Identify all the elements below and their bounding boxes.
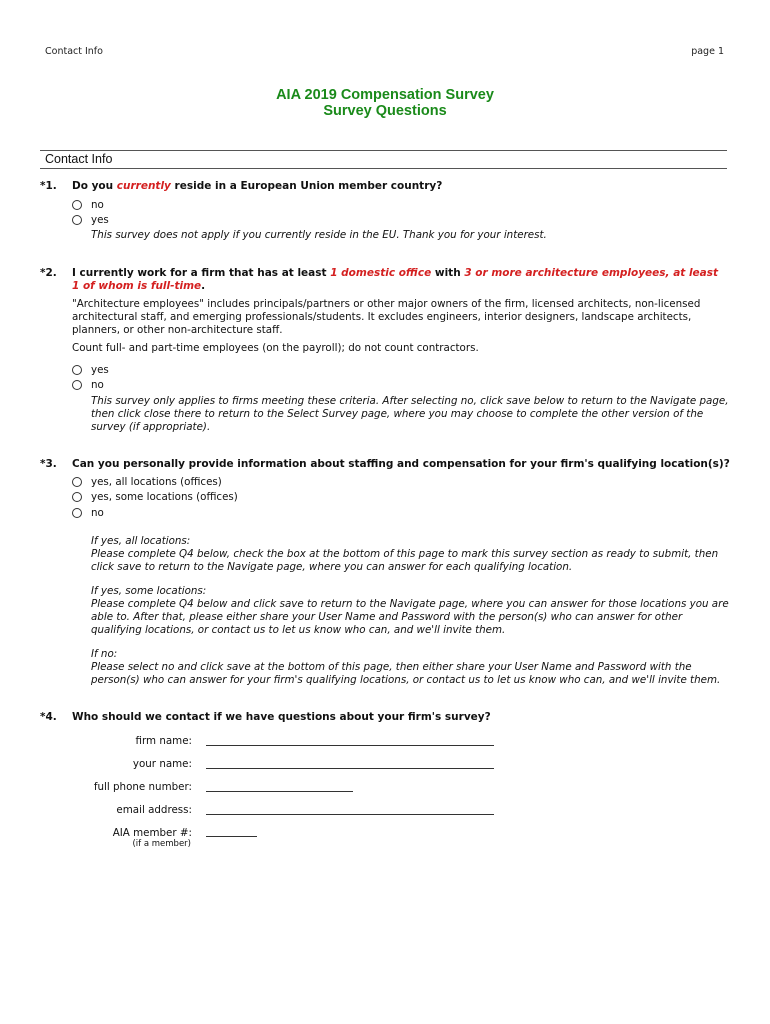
q1-note: This survey does not apply if you currently reside in the EU. Thank you for your interest. [91, 229, 547, 241]
page-number: page 1 [691, 46, 724, 57]
q1-number: *1. [40, 180, 57, 192]
q1-text [72, 180, 442, 193]
q3-option-all-label: yes, all locations (offices) [91, 476, 222, 488]
radio-icon[interactable] [72, 380, 82, 390]
q1-option-no-label: no [91, 199, 104, 211]
survey-title: AIA 2019 Compensation Survey [276, 87, 494, 103]
q4-number: *4. [40, 711, 57, 723]
aia-member-field[interactable] [206, 836, 257, 837]
q3-note-no-title: If no: [91, 648, 118, 660]
firm-name-label: firm name: [135, 735, 192, 747]
phone-field[interactable] [206, 791, 353, 792]
q2-option-yes-label: yes [91, 364, 109, 376]
q2-text-emphasis-2: 3 or more architecture employees, at least 1 of whom is full-time [72, 267, 719, 292]
q3-option-all[interactable] [72, 476, 222, 488]
section-header [40, 150, 727, 169]
q3-note-all-title: If yes, all locations: [91, 535, 191, 547]
radio-icon[interactable] [72, 200, 82, 210]
q2-text-emphasis-1: 1 domestic office [330, 267, 432, 279]
q1-option-no[interactable] [72, 199, 104, 211]
q3-option-some-label: yes, some locations (offices) [91, 491, 238, 503]
radio-icon[interactable] [72, 492, 82, 502]
q1-option-yes-label: yes [91, 214, 109, 226]
aia-member-label: AIA member #: [112, 827, 192, 839]
radio-icon[interactable] [72, 508, 82, 518]
q2-text [72, 267, 727, 293]
q2-option-yes[interactable] [72, 364, 109, 376]
your-name-field[interactable] [206, 768, 494, 769]
q3-note-some-body: Please complete Q4 below and click save to return to the Navigate page, where you can answer for those locations you are able to. After that, please either share your User Name and Password with the person(s) who can answer for other qualifying locations, or contact us to let us know who can, and we'll invite them. [91, 598, 729, 636]
q3-note-all-body: Please complete Q4 below, check the box at the bottom of this page to mark this survey section as ready to submit, then click save to return to the Navigate page, where you can answer for each qualifying location. [91, 548, 719, 573]
q2-option-no-label: no [91, 379, 104, 391]
q1-text-emphasis: currently [116, 180, 171, 192]
q3-option-no-label: no [91, 507, 104, 519]
aia-member-sublabel: (if a member) [132, 839, 191, 849]
survey-subtitle: Survey Questions [323, 103, 447, 119]
q3-note-no-body: Please select no and click save at the bottom of this page, then either share your User Name and Password with the person(s) who can answer for your firm's qualifying locations, or contact us to let us know who can, and we'll invite them. [91, 661, 721, 686]
your-name-label: your name: [132, 758, 192, 770]
q2-number: *2. [40, 267, 57, 279]
q3-option-some[interactable] [72, 491, 238, 503]
phone-label: full phone number: [93, 781, 192, 793]
q1-text-b: reside in a European Union member country? [170, 180, 443, 192]
header-section-label: Contact Info [45, 46, 103, 57]
q2-option-no[interactable] [72, 379, 104, 391]
q3-text: Can you personally provide information about staffing and compensation for your firm's qualifying location(s)? [72, 458, 730, 470]
q2-description: "Architecture employees" includes principals/partners or other major owners of the firm, licensed architects, non-licensed architectural staff, and emerging professionals/students. It excludes engineers, interior designers, landscape architects, planners, or other non-architecture staff. [72, 298, 701, 336]
radio-icon[interactable] [72, 215, 82, 225]
firm-name-field[interactable] [206, 745, 494, 746]
q2-text-b: with [431, 267, 465, 279]
q2-text-c: . [201, 280, 206, 292]
q1-text-a: Do you [72, 180, 117, 192]
q3-option-no[interactable] [72, 507, 104, 519]
radio-icon[interactable] [72, 477, 82, 487]
email-label: email address: [116, 804, 192, 816]
q3-note-some-title: If yes, some locations: [91, 585, 207, 597]
q2-text-a: I currently work for a firm that has at least [72, 267, 331, 279]
radio-icon[interactable] [72, 365, 82, 375]
section-title: Contact Info [45, 152, 113, 166]
q3-number: *3. [40, 458, 57, 470]
q1-option-yes[interactable] [72, 214, 109, 226]
q4-text: Who should we contact if we have questions about your firm's survey? [72, 711, 491, 723]
q2-note: This survey only applies to firms meeting these criteria. After selecting no, click save below to return to the Navigate page, then click close there to return to the Select Survey page, where you may choose to complete the other version of the survey (if appropriate). [91, 395, 729, 433]
email-field[interactable] [206, 814, 494, 815]
q2-count-note: Count full- and part-time employees (on the payroll); do not count contractors. [72, 342, 479, 354]
